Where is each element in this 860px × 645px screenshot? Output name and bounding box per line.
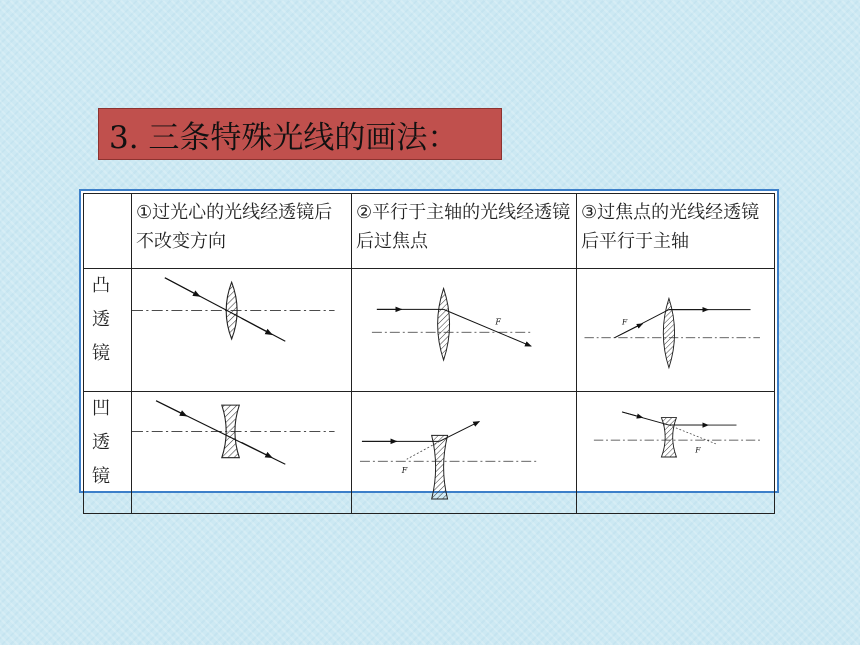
- ray-arrow: [615, 324, 643, 338]
- light-rays-table: [79, 189, 779, 493]
- header-rule-2: ②平行于主轴的光线经透镜后过焦点: [352, 194, 577, 269]
- ray-arrow: [165, 278, 200, 297]
- header-rule-1: ①过光心的光线经透镜后不改变方向: [132, 194, 352, 269]
- focal-point-label: F: [695, 444, 701, 454]
- ray-arrow: [242, 442, 273, 457]
- corner-cell: [84, 194, 132, 269]
- refracted-ray: [444, 309, 532, 346]
- virtual-extension: [669, 425, 716, 444]
- convex-focus-ray-svg: [577, 269, 774, 391]
- ray-arrow: [156, 400, 187, 415]
- concave-center-ray-svg: [132, 392, 351, 514]
- convex-lens-label: 凸 透 镜: [84, 269, 132, 392]
- concave-parallel-ray-diagram: [352, 391, 577, 514]
- convex-lens-row: [84, 269, 775, 392]
- table-header-row: [84, 194, 775, 269]
- concave-lens-label: 凹 透 镜: [84, 391, 132, 514]
- concave-lens-icon: [432, 435, 448, 499]
- ray-arrow: [242, 318, 273, 334]
- convex-lens-icon: [438, 288, 450, 360]
- refracted-ray: [440, 421, 480, 441]
- convex-parallel-ray-diagram: [352, 269, 577, 392]
- header-rule-3: ③过焦点的光线经透镜后平行于主轴: [577, 194, 775, 269]
- convex-center-ray-diagram: [132, 269, 352, 392]
- slide-title-text: 3. 三条特殊光线的画法：: [109, 119, 459, 156]
- focal-point-label: F: [622, 317, 628, 327]
- concave-parallel-ray-svg: [352, 392, 576, 514]
- concave-lens-row: [84, 391, 775, 514]
- convex-lens-icon: [663, 298, 674, 367]
- convex-center-ray-svg: [132, 269, 351, 391]
- focal-point-label: F: [401, 465, 408, 475]
- concave-focus-ray-svg: [577, 392, 774, 514]
- focal-point-label: F: [495, 317, 501, 327]
- ray-arrow: [622, 411, 643, 417]
- convex-focus-ray-diagram: [577, 269, 775, 392]
- slide-title: [98, 108, 502, 160]
- convex-parallel-ray-svg: [352, 269, 576, 391]
- rays-table: [83, 193, 775, 514]
- concave-center-ray-diagram: [132, 391, 352, 514]
- concave-focus-ray-diagram: [577, 391, 775, 514]
